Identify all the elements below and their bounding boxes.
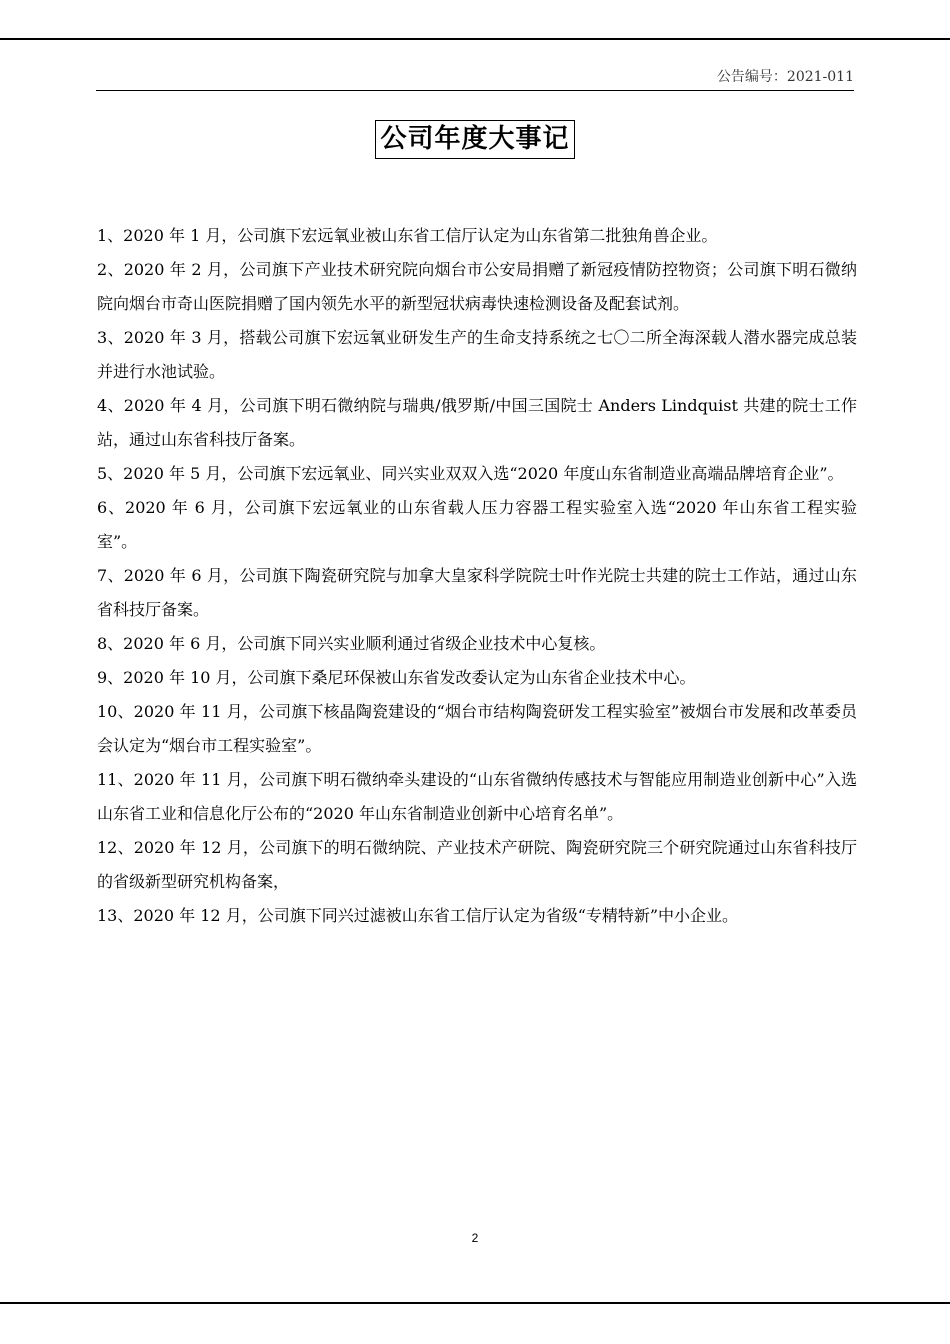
event-list bbox=[97, 219, 857, 933]
event-item-8: 8、2020 年 6 月，公司旗下同兴实业顺利通过省级企业技术中心复核。 bbox=[97, 634, 606, 653]
page-number: 2 bbox=[471, 1231, 479, 1245]
page-top-rule bbox=[0, 38, 950, 40]
header-rule bbox=[96, 90, 854, 91]
event-item-11: 11、2020 年 11 月，公司旗下明石微纳牵头建设的“山东省微纳传感技术与智能应用制造业创新中心”入选山东省工业和信息化厅公布的“2020 年山东省制造业创新中心培育名单”。 bbox=[97, 770, 857, 823]
event-item-5: 5、2020 年 5 月，公司旗下宏远氧业、同兴实业双双入选“2020 年度山东省制造业高端品牌培育企业”。 bbox=[97, 464, 844, 483]
event-item-1: 1、2020 年 1 月，公司旗下宏远氧业被山东省工信厅认定为山东省第二批独角兽企业。 bbox=[97, 226, 718, 245]
event-item-4: 4、2020 年 4 月，公司旗下明石微纳院与瑞典/俄罗斯/中国三国院士 Anders Lindquist 共建的院士工作站，通过山东省科技厅备案。 bbox=[97, 396, 857, 449]
event-item-13: 13、2020 年 12 月，公司旗下同兴过滤被山东省工信厅认定为省级“专精特新”中小企业。 bbox=[97, 906, 739, 925]
event-item-2: 2、2020 年 2 月，公司旗下产业技术研究院向烟台市公安局捐赠了新冠疫情防控物资；公司旗下明石微纳院向烟台市奇山医院捐赠了国内领先水平的新型冠状病毒快速检测设备及配套试剂。 bbox=[97, 260, 857, 313]
event-item-7: 7、2020 年 6 月，公司旗下陶瓷研究院与加拿大皇家科学院院士叶作光院士共建的院士工作站，通过山东省科技厅备案。 bbox=[97, 566, 857, 619]
title-wrap bbox=[0, 120, 950, 159]
event-item-6: 6、2020 年 6 月，公司旗下宏远氧业的山东省载人压力容器工程实验室入选“2020 年山东省工程实验室”。 bbox=[97, 498, 857, 551]
page-title: 公司年度大事记 bbox=[375, 120, 574, 159]
announcement-number: 公告编号：2021-011 bbox=[716, 69, 854, 85]
event-item-10: 10、2020 年 11 月，公司旗下核晶陶瓷建设的“烟台市结构陶瓷研发工程实验室”被烟台市发展和改革委员会认定为“烟台市工程实验室”。 bbox=[97, 702, 857, 755]
page-bottom-rule bbox=[0, 1302, 950, 1304]
event-item-3: 3、2020 年 3 月，搭载公司旗下宏远氧业研发生产的生命支持系统之七〇二所全海深载人潜水器完成总装并进行水池试验。 bbox=[97, 328, 857, 381]
event-item-12: 12、2020 年 12 月，公司旗下的明石微纳院、产业技术产研院、陶瓷研究院三个研究院通过山东省科技厅的省级新型研究机构备案， bbox=[97, 838, 857, 891]
event-item-9: 9、2020 年 10 月，公司旗下桑尼环保被山东省发改委认定为山东省企业技术中心。 bbox=[97, 668, 696, 687]
